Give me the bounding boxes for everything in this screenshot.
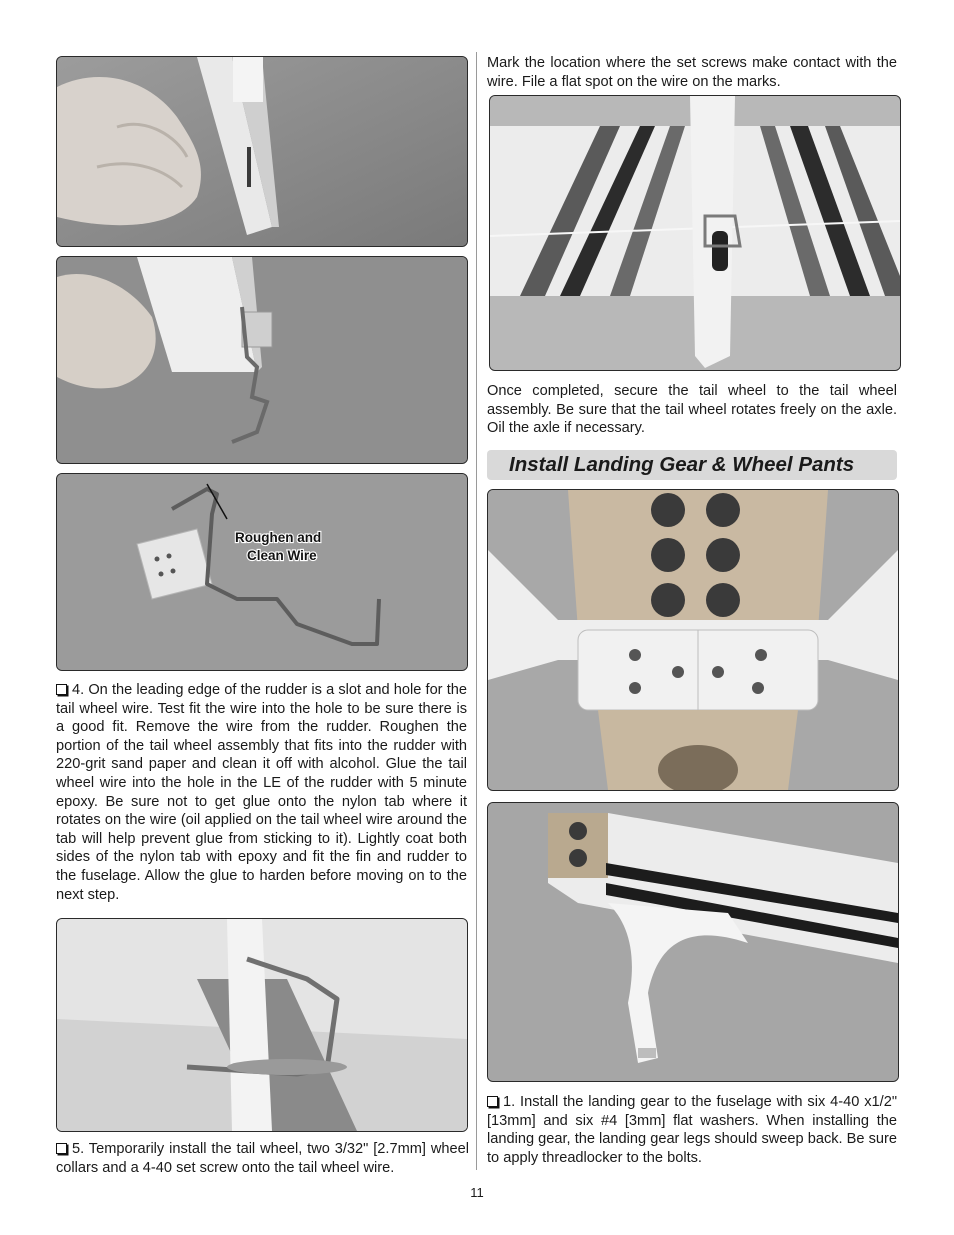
column-divider — [476, 52, 477, 1170]
set-screw-text — [487, 54, 897, 91]
photo-fuselage-side-gear-image — [488, 803, 898, 1081]
section-title: Install Landing Gear & Wheel Pants — [509, 453, 855, 476]
step-1-text — [487, 1093, 897, 1167]
photo-tail-wheel-installed-image — [490, 96, 900, 370]
photo-fuselage-side-gear — [487, 802, 899, 1082]
completed-body: Once completed, secure the tail wheel to the tail wheel assembly. Be sure that the tail wheel rotates freely on the axle. Oil the axle if necessary. — [487, 383, 897, 437]
photo-roughen-wire-image — [57, 474, 467, 670]
photo-wire-test-fit — [56, 256, 468, 464]
completed-text — [487, 382, 897, 438]
step-1-checkbox[interactable] — [487, 1096, 498, 1107]
photo-roughen-wire — [56, 473, 468, 671]
callout-clean-wire: Clean Wire — [247, 548, 317, 563]
page-number: 11 — [470, 1185, 484, 1200]
step-1-body: 1. Install the landing gear to the fuselage with six 4-40 x1/2" [13mm] and six #4 [3mm] flat washers. When installing the landing gear, the landing gear legs should sweep back. Be sure to apply threadlocker to the bolts. — [487, 1094, 897, 1166]
photo-landing-gear-bolts — [487, 489, 899, 791]
photo-tail-wheel-wire-image — [57, 919, 467, 1131]
step-5-text — [56, 1140, 469, 1177]
photo-wire-test-fit-image — [57, 257, 467, 463]
step-4-checkbox[interactable] — [56, 684, 67, 695]
set-screw-body: Mark the location where the set screws make contact with the wire. File a flat spot on the wire on the marks. — [487, 55, 897, 90]
photo-landing-gear-bolts-image — [488, 490, 898, 790]
step-5-body: 5. Temporarily install the tail wheel, two 3/32" [2.7mm] wheel collars and a 4-40 set screw onto the tail wheel wire. — [56, 1141, 469, 1176]
step-5-checkbox[interactable] — [56, 1143, 67, 1154]
photo-tail-wheel-installed — [489, 95, 901, 371]
photo-tail-wheel-wire — [56, 918, 468, 1132]
callout-roughen: Roughen and — [235, 530, 322, 545]
photo-rudder-slot-image — [57, 57, 467, 246]
step-4-body: 4. On the leading edge of the rudder is a slot and hole for the tail wheel wire. Test fit the wire into the hole to be sure there is a good fit. Remove the wire from the rudder. Roughen the portion of the tail wheel assembly that fits into the rudder with 220-grit sand paper and clean it off with alcohol. Glue the tail wheel wire into the hole in the LE of the rudder with 5 minute epoxy. Be sure not to get glue onto the nylon tab where it rotates on the wire (oil applied on the tail wheel wire around the tab will help prevent glue from sticking to it). Lightly coat both sides of the nylon tab with epoxy and fit the fin and rudder to the fuselage. Allow the glue to harden before moving on to the next step. — [56, 682, 467, 903]
photo-rudder-slot — [56, 56, 468, 247]
step-4-text — [56, 681, 467, 904]
section-heading-landing-gear — [487, 450, 897, 480]
